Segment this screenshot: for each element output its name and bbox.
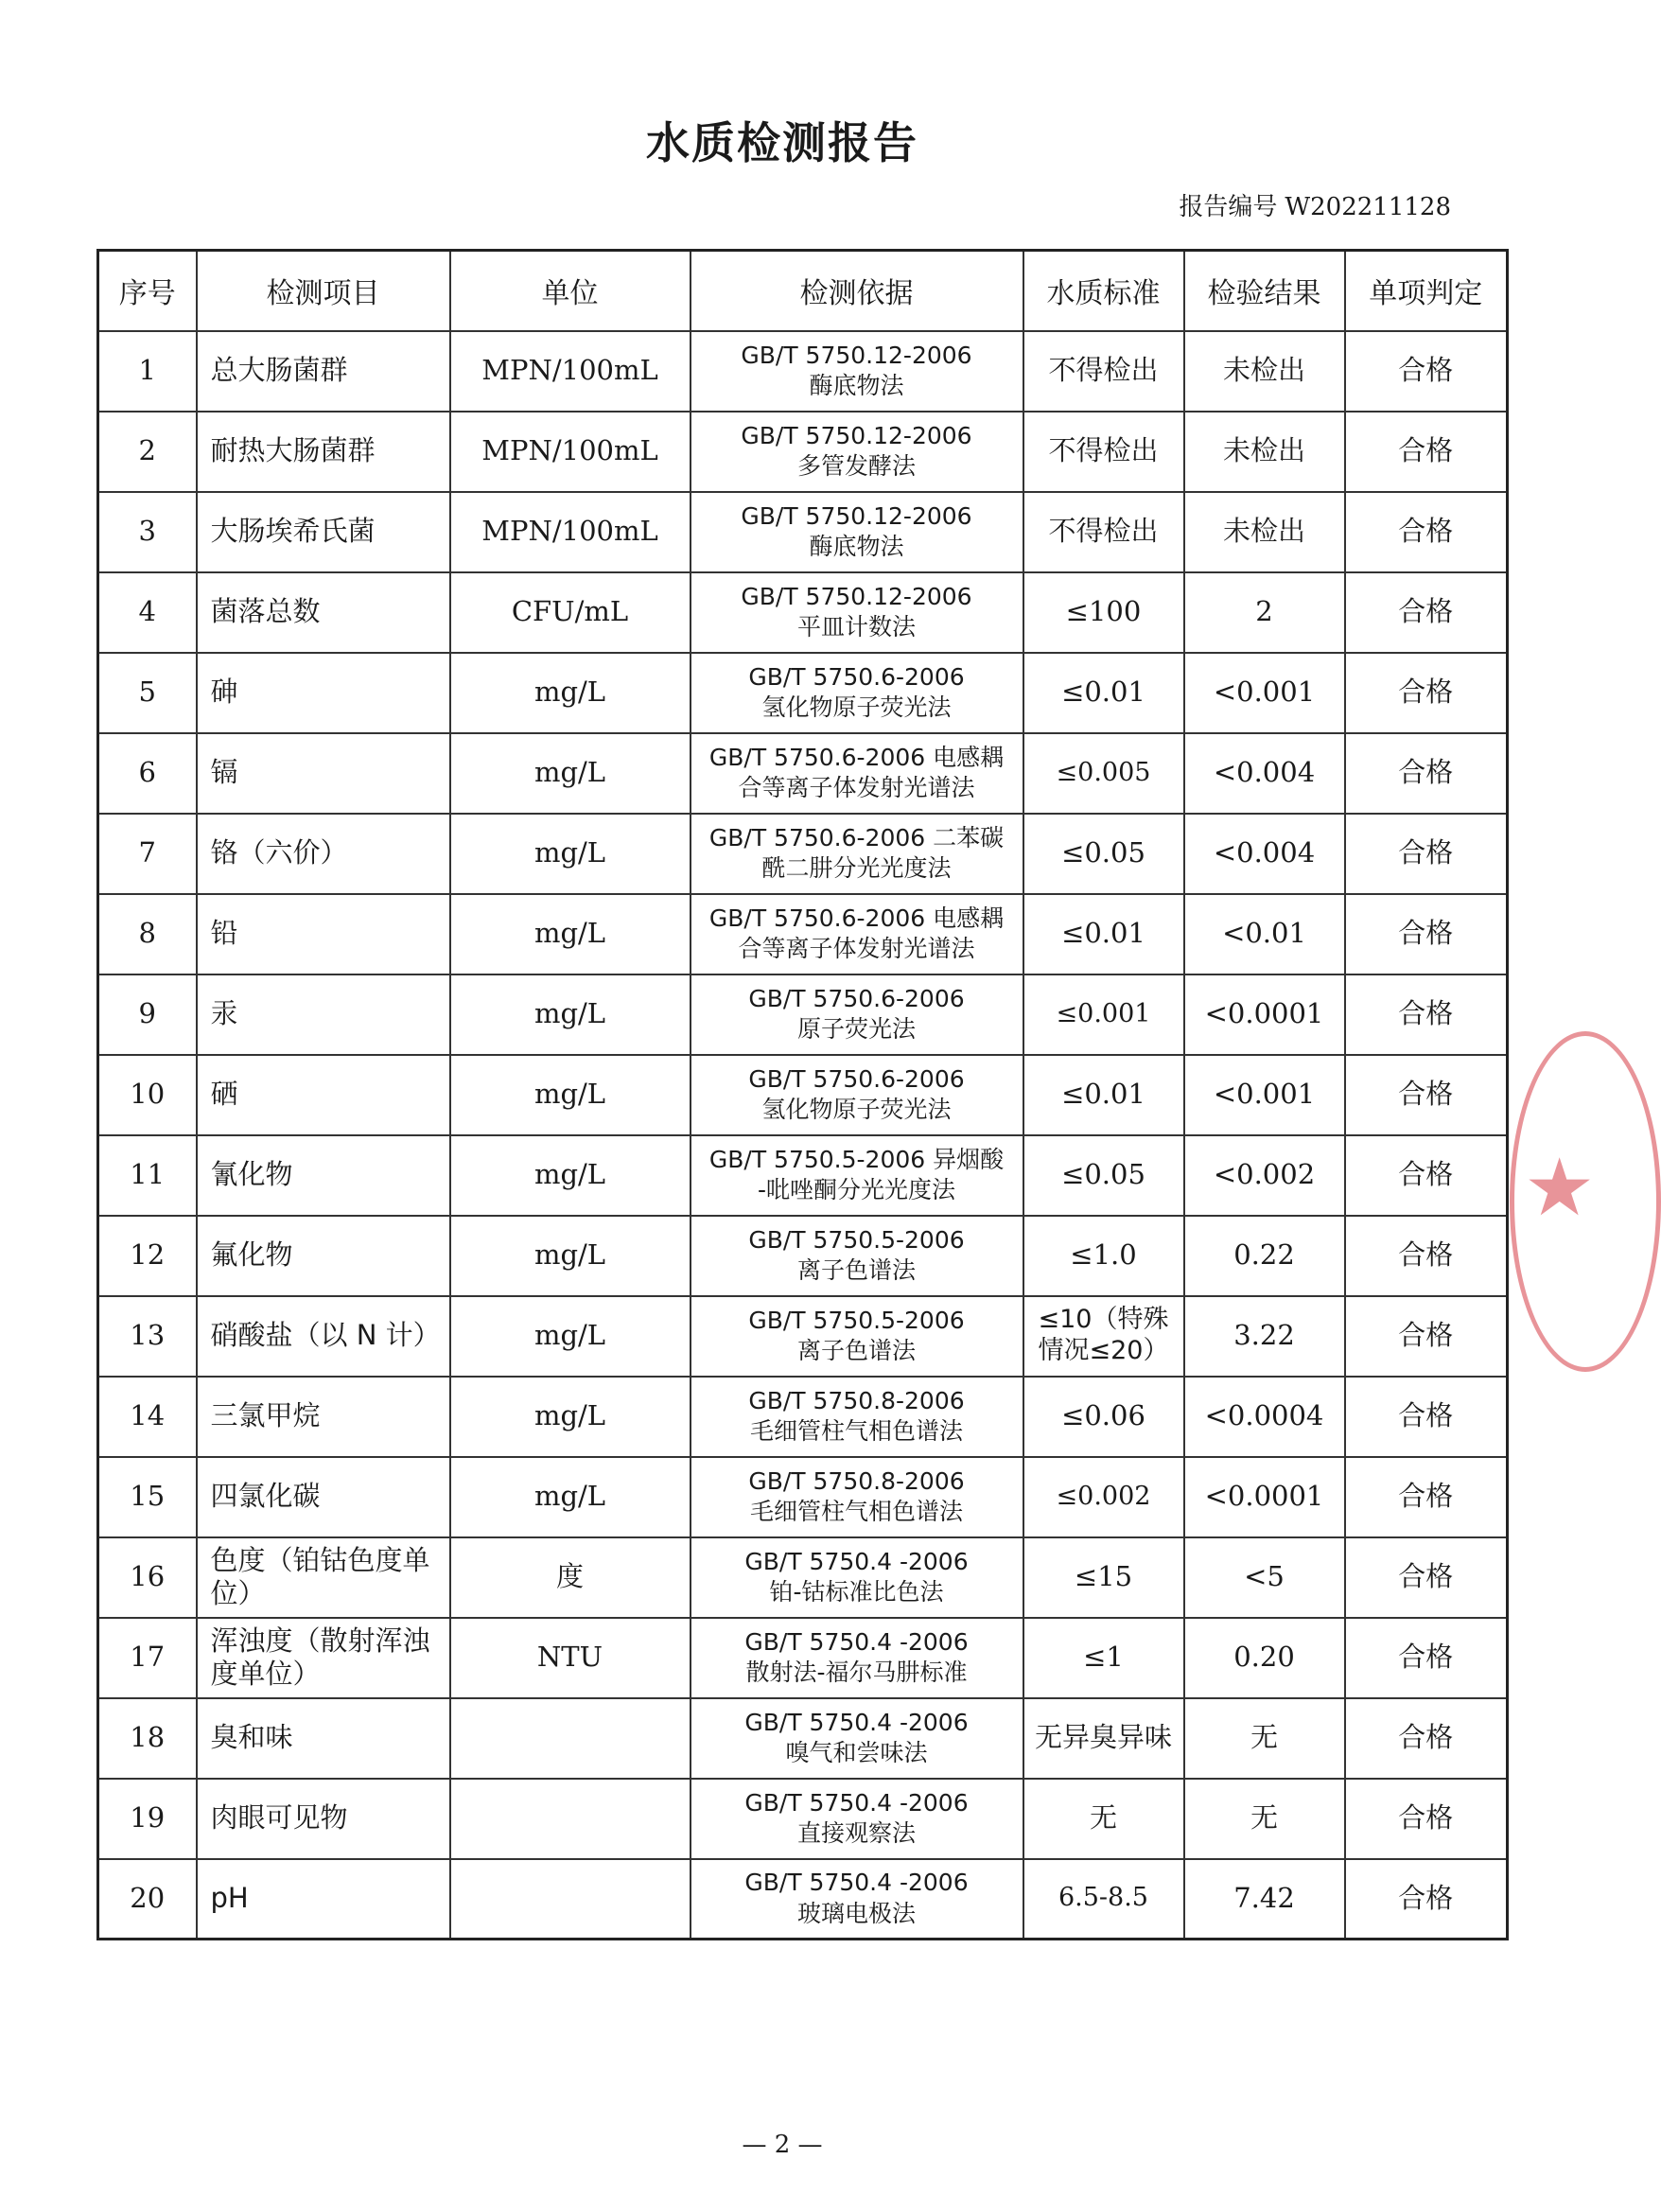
method-line: GB/T 5750.5-2006 异烟酸 xyxy=(708,1145,1005,1173)
method-cell xyxy=(691,894,1023,974)
judgment-cell: 合格 xyxy=(1345,331,1508,412)
standard-cell: ≤0.01 xyxy=(1023,653,1184,733)
header-result: 检验结果 xyxy=(1184,251,1345,331)
judgment-cell: 合格 xyxy=(1345,1537,1508,1618)
row-number-cell: 7 xyxy=(98,814,197,894)
method-line: GB/T 5750.12-2006 xyxy=(741,501,972,530)
judgment-cell: 合格 xyxy=(1345,412,1508,492)
header-method: 检测依据 xyxy=(691,251,1023,331)
judgment-cell: 合格 xyxy=(1345,894,1508,974)
table-row xyxy=(98,1216,1508,1296)
standard-cell: ≤0.05 xyxy=(1023,814,1184,894)
method-line: 离子色谱法 xyxy=(796,1337,916,1364)
row-number-cell: 18 xyxy=(98,1698,197,1779)
row-number-cell: 19 xyxy=(98,1779,197,1859)
judgment-cell: 合格 xyxy=(1345,653,1508,733)
method-line: GB/T 5750.4 -2006 xyxy=(744,1547,969,1575)
method-line: 氢化物原子荧光法 xyxy=(761,693,952,721)
unit-cell: mg/L xyxy=(450,894,691,974)
header-no: 序号 xyxy=(98,251,197,331)
item-name-cell: 四氯化碳 xyxy=(197,1457,450,1537)
standard-cell: ≤10（特殊情况≤20） xyxy=(1023,1296,1184,1377)
report-table xyxy=(96,249,1509,1940)
method-line: 离子色谱法 xyxy=(796,1256,916,1284)
judgment-cell: 合格 xyxy=(1345,1135,1508,1216)
page-number: — 2 — xyxy=(742,2131,823,2159)
table-body xyxy=(98,331,1508,1940)
method-cell xyxy=(691,492,1023,572)
standard-cell: ≤1 xyxy=(1023,1618,1184,1698)
result-cell: 7.42 xyxy=(1184,1859,1345,1940)
table-row xyxy=(98,1296,1508,1377)
item-name-cell: 大肠埃希氏菌 xyxy=(197,492,450,572)
judgment-cell: 合格 xyxy=(1345,733,1508,814)
judgment-cell: 合格 xyxy=(1345,1216,1508,1296)
item-name-cell: 臭和味 xyxy=(197,1698,450,1779)
unit-cell: NTU xyxy=(450,1618,691,1698)
judgment-cell: 合格 xyxy=(1345,1618,1508,1698)
unit-cell: mg/L xyxy=(450,1216,691,1296)
method-line: GB/T 5750.8-2006 xyxy=(748,1466,965,1495)
item-name-cell: pH xyxy=(197,1859,450,1940)
method-cell xyxy=(691,1377,1023,1457)
table-row xyxy=(98,331,1508,412)
table-row xyxy=(98,412,1508,492)
method-line: 嗅气和尝味法 xyxy=(785,1739,928,1766)
table-row xyxy=(98,974,1508,1055)
standard-cell: 无 xyxy=(1023,1779,1184,1859)
unit-cell: MPN/100mL xyxy=(450,331,691,412)
red-seal-stamp xyxy=(1510,1031,1661,1372)
unit-cell: mg/L xyxy=(450,814,691,894)
standard-cell: ≤0.06 xyxy=(1023,1377,1184,1457)
method-cell xyxy=(691,1216,1023,1296)
row-number-cell: 11 xyxy=(98,1135,197,1216)
result-cell: <5 xyxy=(1184,1537,1345,1618)
table-row xyxy=(98,1618,1508,1698)
result-cell: <0.001 xyxy=(1184,1055,1345,1135)
unit-cell: 度 xyxy=(450,1537,691,1618)
method-cell xyxy=(691,1055,1023,1135)
item-name-cell: 砷 xyxy=(197,653,450,733)
method-line: GB/T 5750.8-2006 xyxy=(748,1386,965,1414)
result-cell: <0.0001 xyxy=(1184,974,1345,1055)
method-line: GB/T 5750.6-2006 xyxy=(748,1064,965,1093)
report-number xyxy=(1179,187,1451,222)
report-number-label: 报告编号 xyxy=(1179,193,1278,221)
unit-cell xyxy=(450,1698,691,1779)
result-cell: <0.0004 xyxy=(1184,1377,1345,1457)
judgment-cell: 合格 xyxy=(1345,572,1508,653)
judgment-cell: 合格 xyxy=(1345,1296,1508,1377)
judgment-cell: 合格 xyxy=(1345,1457,1508,1537)
method-cell xyxy=(691,814,1023,894)
table-row xyxy=(98,1859,1508,1940)
method-line: 毛细管柱气相色谱法 xyxy=(749,1498,963,1525)
item-name-cell: 汞 xyxy=(197,974,450,1055)
unit-cell: mg/L xyxy=(450,733,691,814)
row-number-cell: 10 xyxy=(98,1055,197,1135)
method-line: GB/T 5750.6-2006 电感耦 xyxy=(708,743,1005,771)
standard-cell: ≤100 xyxy=(1023,572,1184,653)
standard-cell: 无异臭异味 xyxy=(1023,1698,1184,1779)
row-number-cell: 3 xyxy=(98,492,197,572)
table-row xyxy=(98,572,1508,653)
result-cell: 未检出 xyxy=(1184,492,1345,572)
method-line: 毛细管柱气相色谱法 xyxy=(749,1417,963,1445)
judgment-cell: 合格 xyxy=(1345,1377,1508,1457)
item-name-cell: 总大肠菌群 xyxy=(197,331,450,412)
method-cell xyxy=(691,1537,1023,1618)
method-line: -吡唑酮分光光度法 xyxy=(757,1176,956,1203)
item-name-cell: 硒 xyxy=(197,1055,450,1135)
result-cell: 无 xyxy=(1184,1779,1345,1859)
standard-cell: ≤0.002 xyxy=(1023,1457,1184,1537)
unit-cell: mg/L xyxy=(450,1055,691,1135)
method-line: 酶底物法 xyxy=(809,533,904,560)
row-number-cell: 16 xyxy=(98,1537,197,1618)
result-cell: <0.01 xyxy=(1184,894,1345,974)
method-line: 合等离子体发射光谱法 xyxy=(738,774,975,801)
seal-star-icon: ★ xyxy=(1524,1141,1596,1234)
method-cell xyxy=(691,974,1023,1055)
header-item: 检测项目 xyxy=(197,251,450,331)
unit-cell: MPN/100mL xyxy=(450,492,691,572)
method-line: GB/T 5750.4 -2006 xyxy=(744,1627,969,1656)
standard-cell: ≤1.0 xyxy=(1023,1216,1184,1296)
method-line: 合等离子体发射光谱法 xyxy=(738,935,975,962)
standard-cell: ≤0.01 xyxy=(1023,1055,1184,1135)
method-line: 玻璃电极法 xyxy=(796,1899,916,1927)
table-row xyxy=(98,1779,1508,1859)
method-line: GB/T 5750.4 -2006 xyxy=(744,1788,969,1817)
method-cell xyxy=(691,1457,1023,1537)
header-standard: 水质标准 xyxy=(1023,251,1184,331)
method-cell xyxy=(691,572,1023,653)
table-row xyxy=(98,1457,1508,1537)
unit-cell xyxy=(450,1859,691,1940)
table-row xyxy=(98,1537,1508,1618)
method-line: 散射法-福尔马肼标准 xyxy=(745,1659,968,1686)
table-row xyxy=(98,653,1508,733)
method-cell xyxy=(691,1296,1023,1377)
table-header-row xyxy=(98,251,1508,331)
report-number-value: W202211128 xyxy=(1285,193,1451,221)
method-line: GB/T 5750.12-2006 xyxy=(741,421,972,449)
row-number-cell: 4 xyxy=(98,572,197,653)
result-cell: 2 xyxy=(1184,572,1345,653)
method-line: GB/T 5750.6-2006 xyxy=(748,662,965,691)
standard-cell: ≤0.001 xyxy=(1023,974,1184,1055)
row-number-cell: 12 xyxy=(98,1216,197,1296)
table-row xyxy=(98,1698,1508,1779)
unit-cell: mg/L xyxy=(450,1457,691,1537)
method-cell xyxy=(691,1698,1023,1779)
result-cell: 无 xyxy=(1184,1698,1345,1779)
method-cell xyxy=(691,1859,1023,1940)
row-number-cell: 6 xyxy=(98,733,197,814)
method-line: GB/T 5750.12-2006 xyxy=(741,341,972,369)
result-cell: <0.001 xyxy=(1184,653,1345,733)
table-row xyxy=(98,1055,1508,1135)
unit-cell: mg/L xyxy=(450,1377,691,1457)
unit-cell: mg/L xyxy=(450,974,691,1055)
item-name-cell: 铅 xyxy=(197,894,450,974)
method-line: 酰二肼分光光度法 xyxy=(761,854,952,882)
result-cell: 0.22 xyxy=(1184,1216,1345,1296)
header-judgment: 单项判定 xyxy=(1345,251,1508,331)
table-row xyxy=(98,492,1508,572)
method-line: 原子荧光法 xyxy=(796,1015,916,1043)
item-name-cell: 硝酸盐（以 N 计） xyxy=(197,1296,450,1377)
item-name-cell: 浑浊度（散射浑浊度单位） xyxy=(197,1618,450,1698)
page-title: 水质检测报告 xyxy=(646,117,918,168)
unit-cell xyxy=(450,1779,691,1859)
standard-cell: ≤0.01 xyxy=(1023,894,1184,974)
judgment-cell: 合格 xyxy=(1345,1859,1508,1940)
method-line: GB/T 5750.4 -2006 xyxy=(744,1869,969,1897)
judgment-cell: 合格 xyxy=(1345,1698,1508,1779)
item-name-cell: 菌落总数 xyxy=(197,572,450,653)
method-cell xyxy=(691,412,1023,492)
method-cell xyxy=(691,1618,1023,1698)
result-cell: <0.004 xyxy=(1184,814,1345,894)
method-line: GB/T 5750.6-2006 电感耦 xyxy=(708,904,1005,932)
method-cell xyxy=(691,733,1023,814)
method-cell xyxy=(691,1779,1023,1859)
row-number-cell: 2 xyxy=(98,412,197,492)
table-row xyxy=(98,1377,1508,1457)
judgment-cell: 合格 xyxy=(1345,974,1508,1055)
method-cell xyxy=(691,1135,1023,1216)
method-line: 直接观察法 xyxy=(796,1819,916,1847)
item-name-cell: 氰化物 xyxy=(197,1135,450,1216)
row-number-cell: 14 xyxy=(98,1377,197,1457)
method-line: 多管发酵法 xyxy=(796,452,916,480)
item-name-cell: 铬（六价） xyxy=(197,814,450,894)
judgment-cell: 合格 xyxy=(1345,1779,1508,1859)
method-line: GB/T 5750.6-2006 xyxy=(748,984,965,1012)
method-line: GB/T 5750.12-2006 xyxy=(741,582,972,610)
unit-cell: mg/L xyxy=(450,653,691,733)
judgment-cell: 合格 xyxy=(1345,1055,1508,1135)
method-line: 酶底物法 xyxy=(809,372,904,399)
item-name-cell: 色度（铂钴色度单位） xyxy=(197,1537,450,1618)
unit-cell: mg/L xyxy=(450,1135,691,1216)
row-number-cell: 15 xyxy=(98,1457,197,1537)
judgment-cell: 合格 xyxy=(1345,492,1508,572)
method-line: GB/T 5750.6-2006 二苯碳 xyxy=(708,823,1005,851)
row-number-cell: 8 xyxy=(98,894,197,974)
result-cell: 0.20 xyxy=(1184,1618,1345,1698)
standard-cell: 不得检出 xyxy=(1023,492,1184,572)
result-cell: <0.0001 xyxy=(1184,1457,1345,1537)
unit-cell: mg/L xyxy=(450,1296,691,1377)
method-line: GB/T 5750.5-2006 xyxy=(748,1225,965,1254)
item-name-cell: 镉 xyxy=(197,733,450,814)
standard-cell: ≤0.05 xyxy=(1023,1135,1184,1216)
row-number-cell: 5 xyxy=(98,653,197,733)
method-line: GB/T 5750.4 -2006 xyxy=(744,1708,969,1736)
judgment-cell: 合格 xyxy=(1345,814,1508,894)
row-number-cell: 17 xyxy=(98,1618,197,1698)
row-number-cell: 1 xyxy=(98,331,197,412)
standard-cell: 不得检出 xyxy=(1023,331,1184,412)
item-name-cell: 耐热大肠菌群 xyxy=(197,412,450,492)
row-number-cell: 9 xyxy=(98,974,197,1055)
standard-cell: 不得检出 xyxy=(1023,412,1184,492)
method-line: 平皿计数法 xyxy=(796,613,916,641)
result-cell: 3.22 xyxy=(1184,1296,1345,1377)
row-number-cell: 13 xyxy=(98,1296,197,1377)
item-name-cell: 肉眼可见物 xyxy=(197,1779,450,1859)
item-name-cell: 氟化物 xyxy=(197,1216,450,1296)
method-cell xyxy=(691,331,1023,412)
method-cell xyxy=(691,653,1023,733)
header-unit: 单位 xyxy=(450,251,691,331)
table-row xyxy=(98,894,1508,974)
table-row xyxy=(98,733,1508,814)
method-line: 铂-钴标准比色法 xyxy=(769,1578,944,1606)
method-line: 氢化物原子荧光法 xyxy=(761,1096,952,1123)
standard-cell: ≤0.005 xyxy=(1023,733,1184,814)
unit-cell: MPN/100mL xyxy=(450,412,691,492)
result-cell: 未检出 xyxy=(1184,331,1345,412)
method-line: GB/T 5750.5-2006 xyxy=(748,1306,965,1334)
result-cell: <0.004 xyxy=(1184,733,1345,814)
standard-cell: 6.5-8.5 xyxy=(1023,1859,1184,1940)
standard-cell: ≤15 xyxy=(1023,1537,1184,1618)
result-cell: 未检出 xyxy=(1184,412,1345,492)
result-cell: <0.002 xyxy=(1184,1135,1345,1216)
row-number-cell: 20 xyxy=(98,1859,197,1940)
table-row xyxy=(98,814,1508,894)
unit-cell: CFU/mL xyxy=(450,572,691,653)
item-name-cell: 三氯甲烷 xyxy=(197,1377,450,1457)
table-row xyxy=(98,1135,1508,1216)
